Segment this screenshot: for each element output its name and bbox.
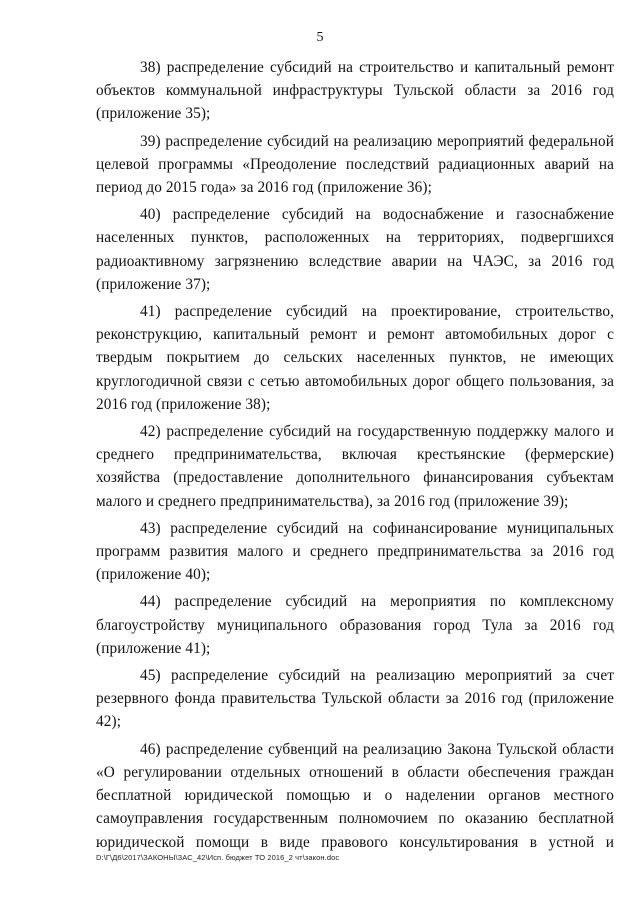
paragraph-item-39: 39) распределение субсидий на реализацию мероприятий федеральной целевой программы «Преодоление последствий радиационных аварий на период до 2015 года» за 2016 год (приложение 36); [96,132,614,197]
paragraph-item-45: 45) распределение субсидий на реализацию мероприятий за счет резервного фонда правительства Тульской области за 2016 год (приложение 42); [96,667,614,731]
paragraph-item-46: 46) распределение субвенций на реализацию Закона Тульской области «О регулировании отдельных отношений в области обеспечения граждан бесплатной юридической помощью и о наделении органов местного самоуправления государственным полномочием по оказанию бесплатной юридической помощи в виде правового консультирования в устной и [96,740,614,851]
paragraph-item-38: 38) распределение субсидий на строительство и капитальный ремонт объектов коммунальной инфраструктуры Тульской области за 2016 год (приложение 35); [96,59,614,123]
paragraph-item-44: 44) распределение субсидий на мероприятия по комплексному благоустройству муниципального образования город Тула за 2016 год (приложение 41); [96,593,614,657]
paragraph-item-41: 41) распределение субсидий на проектирование, строительство, реконструкцию, капитальный ремонт и ремонт автомобильных дорог с твердым покрытием до сельских населенных пунктов, не имеющих круглогодичной связи с сетью автомобильных дорог общего пользования, за 2016 год (приложение 38); [96,303,614,413]
footer-file-path: D:\Г\Д6\2017\ЗАКОНЫ\ЗАС_42\Исп. бюджет ТО 2016_2 чт\закон.doc [96,853,340,862]
paragraph-item-40: 40) распределение субсидий на водоснабжение и газоснабжение населенных пунктов, расположенных на территориях, подвергшихся радиоактивному загрязнению вследствие аварии на ЧАЭС, за 2016 год (приложение 37); [96,206,614,293]
paragraph-item-43: 43) распределение субсидий на софинансирование муниципальных программ развития малого и среднего предпринимательства за 2016 год (приложение 40); [96,519,614,584]
document-body [96,56,614,858]
page-number: 5 [316,30,324,45]
paragraph-item-42: 42) распределение субсидий на государственную поддержку малого и среднего предпринимательства, включая крестьянские (фермерские) хозяйства (предоставление дополнительного финансирования субъектам малого и среднего предпринимательства), за 2016 год (приложение 39); [96,423,614,510]
